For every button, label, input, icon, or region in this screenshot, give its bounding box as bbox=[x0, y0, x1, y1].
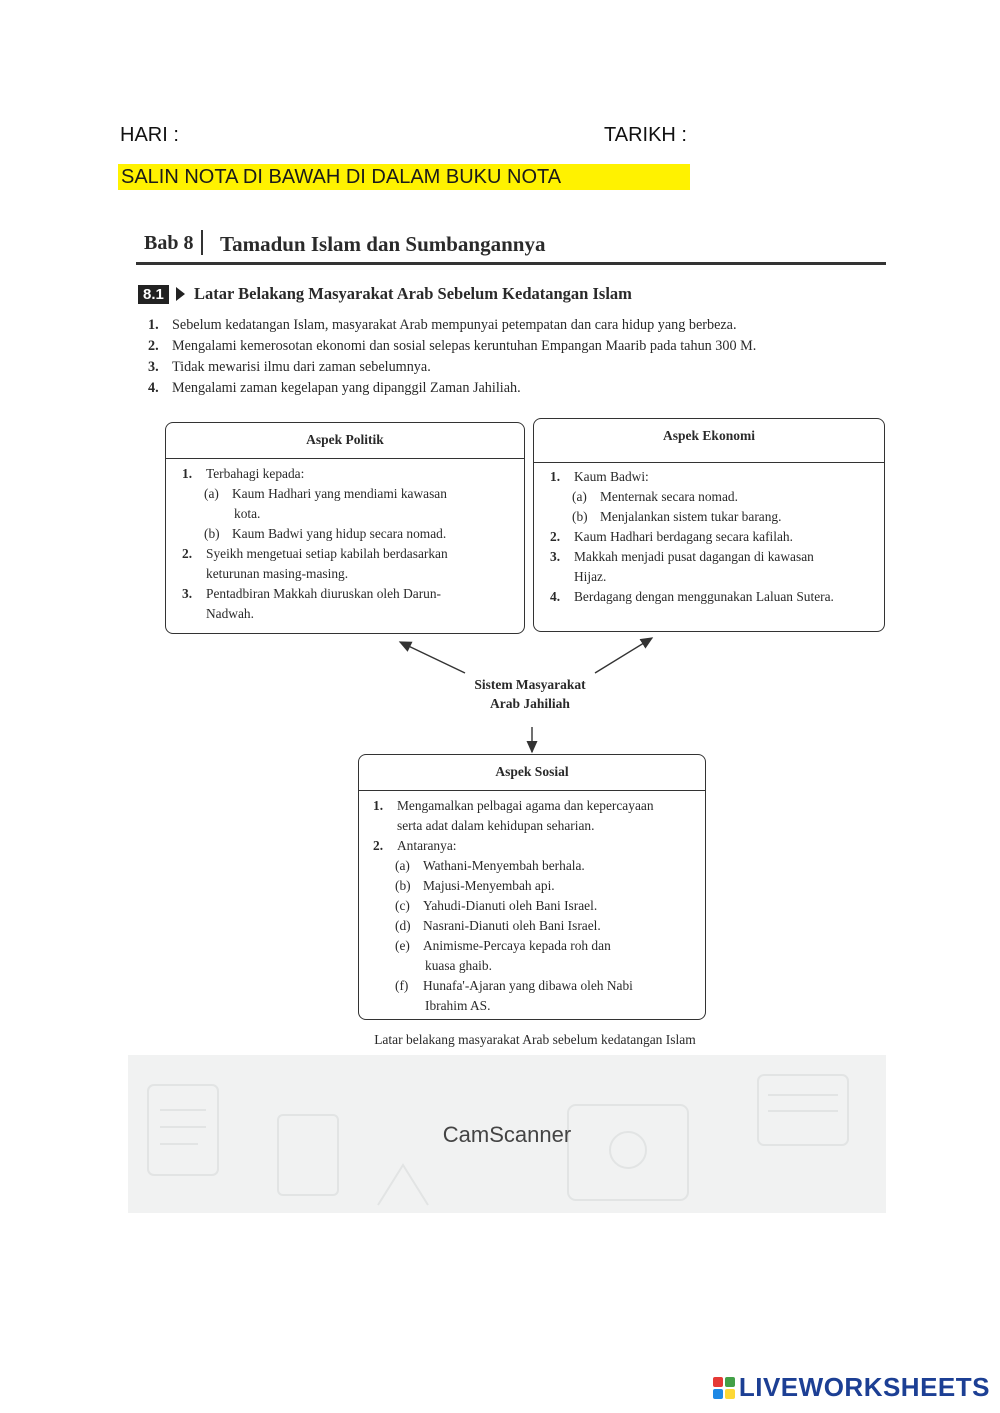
logo-text: LIVEWORKSHEETS bbox=[738, 1372, 990, 1402]
list-item: (c) Yahudi-Dianuti oleh Bani Israel. bbox=[395, 898, 598, 913]
list-item: 3. Tidak mewarisi ilmu dari zaman sebelumnya. bbox=[148, 359, 431, 375]
hari-label: HARI : bbox=[120, 124, 179, 146]
list-item: 2. Syeikh mengetuai setiap kabilah berdasarkan bbox=[182, 546, 448, 561]
aspek-ekonomi-box: Aspek Ekonomi 1. Kaum Badwi: (a) Menternak secara nomad. (b) Menjalankan sistem tukar barang. 2. Kaum Hadhari berdagang secara kafilah. 3. Makkah menjadi pusat dagangan di kawasan Hijaz. 4. Berdagang dengan menggunakan Laluan Sutera. bbox=[533, 418, 885, 632]
list-item: 3. Makkah menjadi pusat dagangan di kawasan bbox=[550, 549, 814, 564]
list-item: 3. Pentadbiran Makkah diuruskan oleh Darun- bbox=[182, 586, 442, 601]
liveworksheets-logo[interactable] bbox=[713, 1372, 990, 1403]
list-item: 4. Mengalami zaman kegelapan yang dipanggil Zaman Jahiliah. bbox=[148, 380, 521, 396]
chapter-number: Bab 8 bbox=[136, 230, 203, 255]
list-item: 4. Berdagang dengan menggunakan Laluan Sutera. bbox=[550, 589, 834, 604]
list-item: 2. Antaranya: bbox=[373, 838, 457, 853]
list-item: (a) Kaum Hadhari yang mendiami kawasan bbox=[204, 486, 447, 501]
box-title: Aspek Politik bbox=[166, 423, 524, 459]
tarikh-label: TARIKH : bbox=[604, 124, 687, 146]
list-item: 2. Mengalami kemerosotan ekonomi dan sosial selepas keruntuhan Empangan Maarib pada tahun 300 M. bbox=[148, 338, 757, 354]
instruction-highlight: SALIN NOTA DI BAWAH DI DALAM BUKU NOTA bbox=[118, 164, 690, 190]
list-item: (b) Majusi-Menyembah api. bbox=[395, 878, 555, 893]
section-title: Latar Belakang Masyarakat Arab Sebelum Kedatangan Islam bbox=[194, 284, 632, 303]
box-title: Aspek Sosial bbox=[359, 755, 705, 791]
list-item: (f) Hunafa'-Ajaran yang dibawa oleh Nabi bbox=[395, 978, 633, 993]
list-item: (d) Nasrani-Dianuti oleh Bani Israel. bbox=[395, 918, 601, 933]
list-item: (b) Kaum Badwi yang hidup secara nomad. bbox=[204, 526, 447, 541]
list-item: 1. Mengamalkan pelbagai agama dan kepercayaan bbox=[373, 798, 654, 813]
list-item: 1. Sebelum kedatangan Islam, masyarakat Arab mempunyai petempatan dan cara hidup yang berbeza. bbox=[148, 317, 737, 333]
list-item: 2. Kaum Hadhari berdagang secara kafilah. bbox=[550, 529, 793, 544]
list-item: 1. Terbahagi kepada: bbox=[182, 466, 305, 481]
chapter-title: Tamadun Islam dan Sumbangannya bbox=[220, 232, 546, 256]
camscanner-watermark: CamScanner bbox=[442, 1122, 572, 1147]
aspek-sosial-box: Aspek Sosial 1. Mengamalkan pelbagai agama dan kepercayaan serta adat dalam kehidupan seharian. 2. Antaranya: (a) Wathani-Menyembah berhala. (b) Majusi-Menyembah api. (c) Yahudi-Dianuti oleh Bani Israel. (d) Nasrani-Dianuti oleh Bani Israel. (e) Animisme-Percaya kepada roh dan kuasa ghaib. (f) Hunafa'-Ajaran yang dibawa oleh Nabi Ibrahim AS. bbox=[358, 754, 706, 1020]
aspek-politik-box: Aspek Politik 1. Terbahagi kepada: (a) Kaum Hadhari yang mendiami kawasan kota. (b) Kaum Badwi yang hidup secara nomad. 2. Syeikh mengetuai setiap kabilah berdasarkan keturunan masing-masing. 3. Pentadbiran Makkah diuruskan oleh Darun- Nadwah. bbox=[165, 422, 525, 634]
list-item: (b) Menjalankan sistem tukar barang. bbox=[572, 509, 782, 524]
list-item: (a) Wathani-Menyembah berhala. bbox=[395, 858, 585, 873]
section-badge: 8.1 bbox=[138, 285, 169, 304]
list-item: 1. Kaum Badwi: bbox=[550, 469, 649, 484]
list-item: (a) Menternak secara nomad. bbox=[572, 489, 738, 504]
center-label: Sistem Masyarakat Arab Jahiliah bbox=[474, 677, 586, 711]
box-title: Aspek Ekonomi bbox=[534, 419, 884, 463]
list-item: (e) Animisme-Percaya kepada roh dan bbox=[395, 938, 611, 953]
figure-caption: Latar belakang masyarakat Arab sebelum kedatangan Islam bbox=[374, 1032, 696, 1047]
logo-mark-icon bbox=[713, 1377, 735, 1399]
